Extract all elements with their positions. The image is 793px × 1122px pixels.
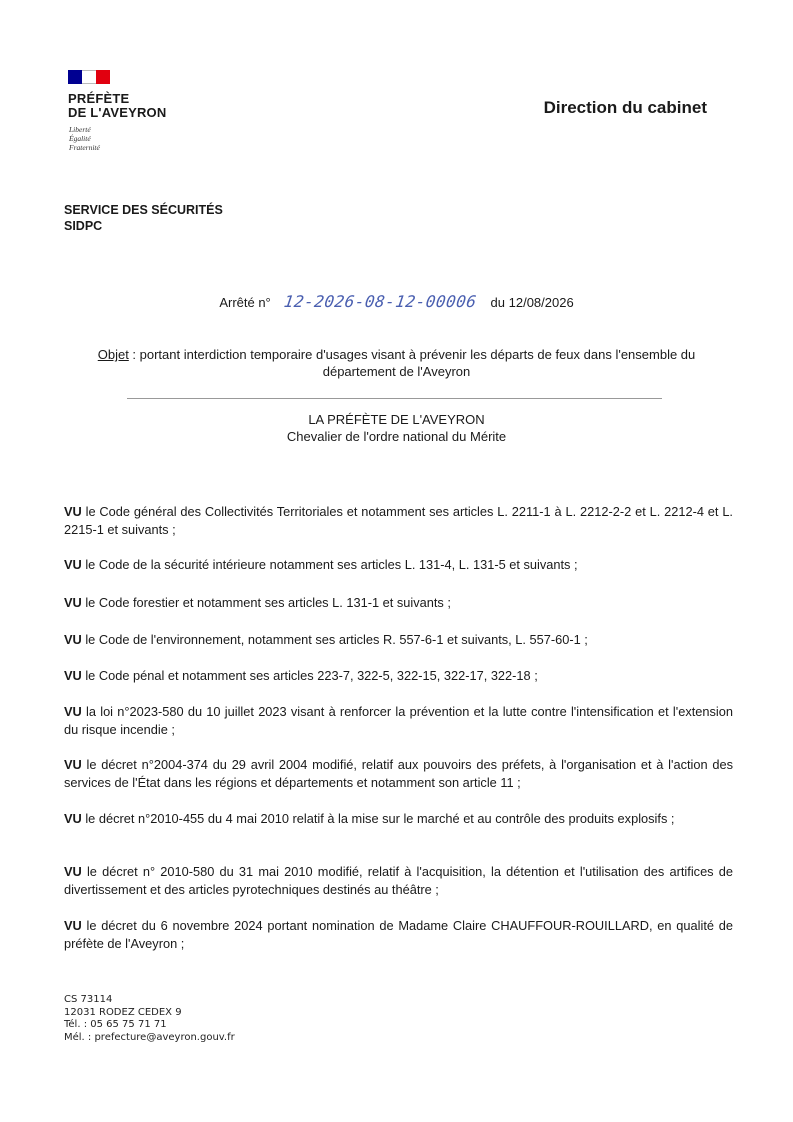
vu-label: VU: [64, 632, 82, 647]
arrete-date: du 12/08/2026: [490, 295, 574, 310]
vu-item: [64, 917, 733, 952]
arrete-handwritten-number: 12-2026-08-12-00006: [283, 292, 479, 311]
republique-logo-flag-icon: [68, 70, 110, 84]
vu-label: VU: [64, 704, 82, 719]
vu-text: le Code pénal et notamment ses articles 223-7, 322-5, 322-15, 322-17, 322-18 ;: [81, 668, 538, 683]
authority-block: [0, 411, 793, 445]
flag-red-band: [96, 70, 110, 84]
vu-item: [64, 756, 733, 791]
footer-contact: [64, 994, 235, 1044]
vu-item: [64, 667, 733, 685]
footer-phone: Tél. : 05 65 75 71 71: [64, 1019, 167, 1030]
service-code: SIDPC: [64, 219, 103, 233]
direction-title: Direction du cabinet: [543, 98, 707, 117]
authority-distinction: Chevalier de l'ordre national du Mérite: [286, 429, 507, 444]
vu-text: le Code forestier et notamment ses articles L. 131-1 et suivants ;: [81, 595, 451, 610]
service-block: [64, 202, 223, 234]
logo-name-line1: PRÉFÈTE: [68, 91, 130, 106]
arrete-prefix: Arrêté n°: [219, 295, 271, 310]
vu-item: [64, 863, 733, 898]
vu-item: [64, 703, 733, 738]
service-name: SERVICE DES SÉCURITÉS: [64, 203, 223, 217]
arrete-number-line: [0, 292, 793, 311]
logo-prefecture-name: [68, 92, 166, 120]
vu-text: le décret n°2010-455 du 4 mai 2010 relatif à la mise sur le marché et au contrôle des produits explosifs ;: [81, 811, 675, 826]
vu-text: le décret n° 2010-580 du 31 mai 2010 modifié, relatif à l'acquisition, la détention et l'utilisation des artifices de divertissement et des articles pyrotechniques destinés au théâtre ;: [64, 864, 733, 897]
authority-title: LA PRÉFÈTE DE L'AVEYRON: [308, 412, 485, 427]
motto-fraternite: Fraternité: [69, 143, 100, 152]
vu-label: VU: [64, 595, 82, 610]
vu-text: le Code général des Collectivités Territoriales et notamment ses articles L. 2211-1 à L. 2212-2-2 et L. 2212-4 et L. 2215-1 et suivants ;: [64, 504, 733, 537]
vu-text: le Code de l'environnement, notamment ses articles R. 557-6-1 et suivants, L. 557-60-1 ;: [81, 632, 588, 647]
vu-item: [64, 810, 733, 828]
motto-liberte: Liberté: [69, 125, 91, 134]
separator-line: [127, 398, 662, 399]
logo-name-line2: DE L'AVEYRON: [68, 105, 167, 120]
motto-egalite: Égalité: [69, 134, 91, 143]
footer-cs: CS 73114: [64, 994, 113, 1005]
footer-email: Mél. : prefecture@aveyron.gouv.fr: [64, 1031, 235, 1043]
vu-text: le décret n°2004-374 du 29 avril 2004 modifié, relatif aux pouvoirs des préfets, à l'organisation et à l'action des services de l'État dans les régions et départements et notamment son article 11 ;: [64, 757, 733, 790]
vu-text: le décret du 6 novembre 2024 portant nomination de Madame Claire CHAUFFOUR-ROUILLARD, en qualité de préfète de l'Aveyron ;: [64, 918, 733, 951]
vu-label: VU: [64, 504, 82, 519]
footer-address: 12031 RODEZ CEDEX 9: [64, 1006, 182, 1018]
vu-item: [64, 556, 733, 574]
vu-label: VU: [64, 757, 82, 772]
vu-item: [64, 503, 733, 538]
flag-white-band: [82, 70, 96, 84]
objet-label: Objet: [97, 347, 129, 362]
logo-motto: [69, 125, 100, 152]
objet-text: : portant interdiction temporaire d'usages visant à prévenir les départs de feux dans l'ensemble du département de l'Aveyron: [128, 347, 696, 379]
vu-item: [64, 631, 733, 649]
vu-text: le Code de la sécurité intérieure notamment ses articles L. 131-4, L. 131-5 et suivants ;: [81, 557, 578, 572]
vu-label: VU: [64, 557, 82, 572]
vu-label: VU: [64, 864, 82, 879]
flag-blue-band: [68, 70, 82, 84]
objet-paragraph: [64, 346, 729, 380]
vu-label: VU: [64, 811, 82, 826]
vu-text: la loi n°2023-580 du 10 juillet 2023 visant à renforcer la prévention et la lutte contre l'intensification et l'extension du risque incendie ;: [64, 704, 733, 737]
vu-label: VU: [64, 668, 82, 683]
vu-item: [64, 594, 733, 612]
vu-label: VU: [64, 918, 82, 933]
